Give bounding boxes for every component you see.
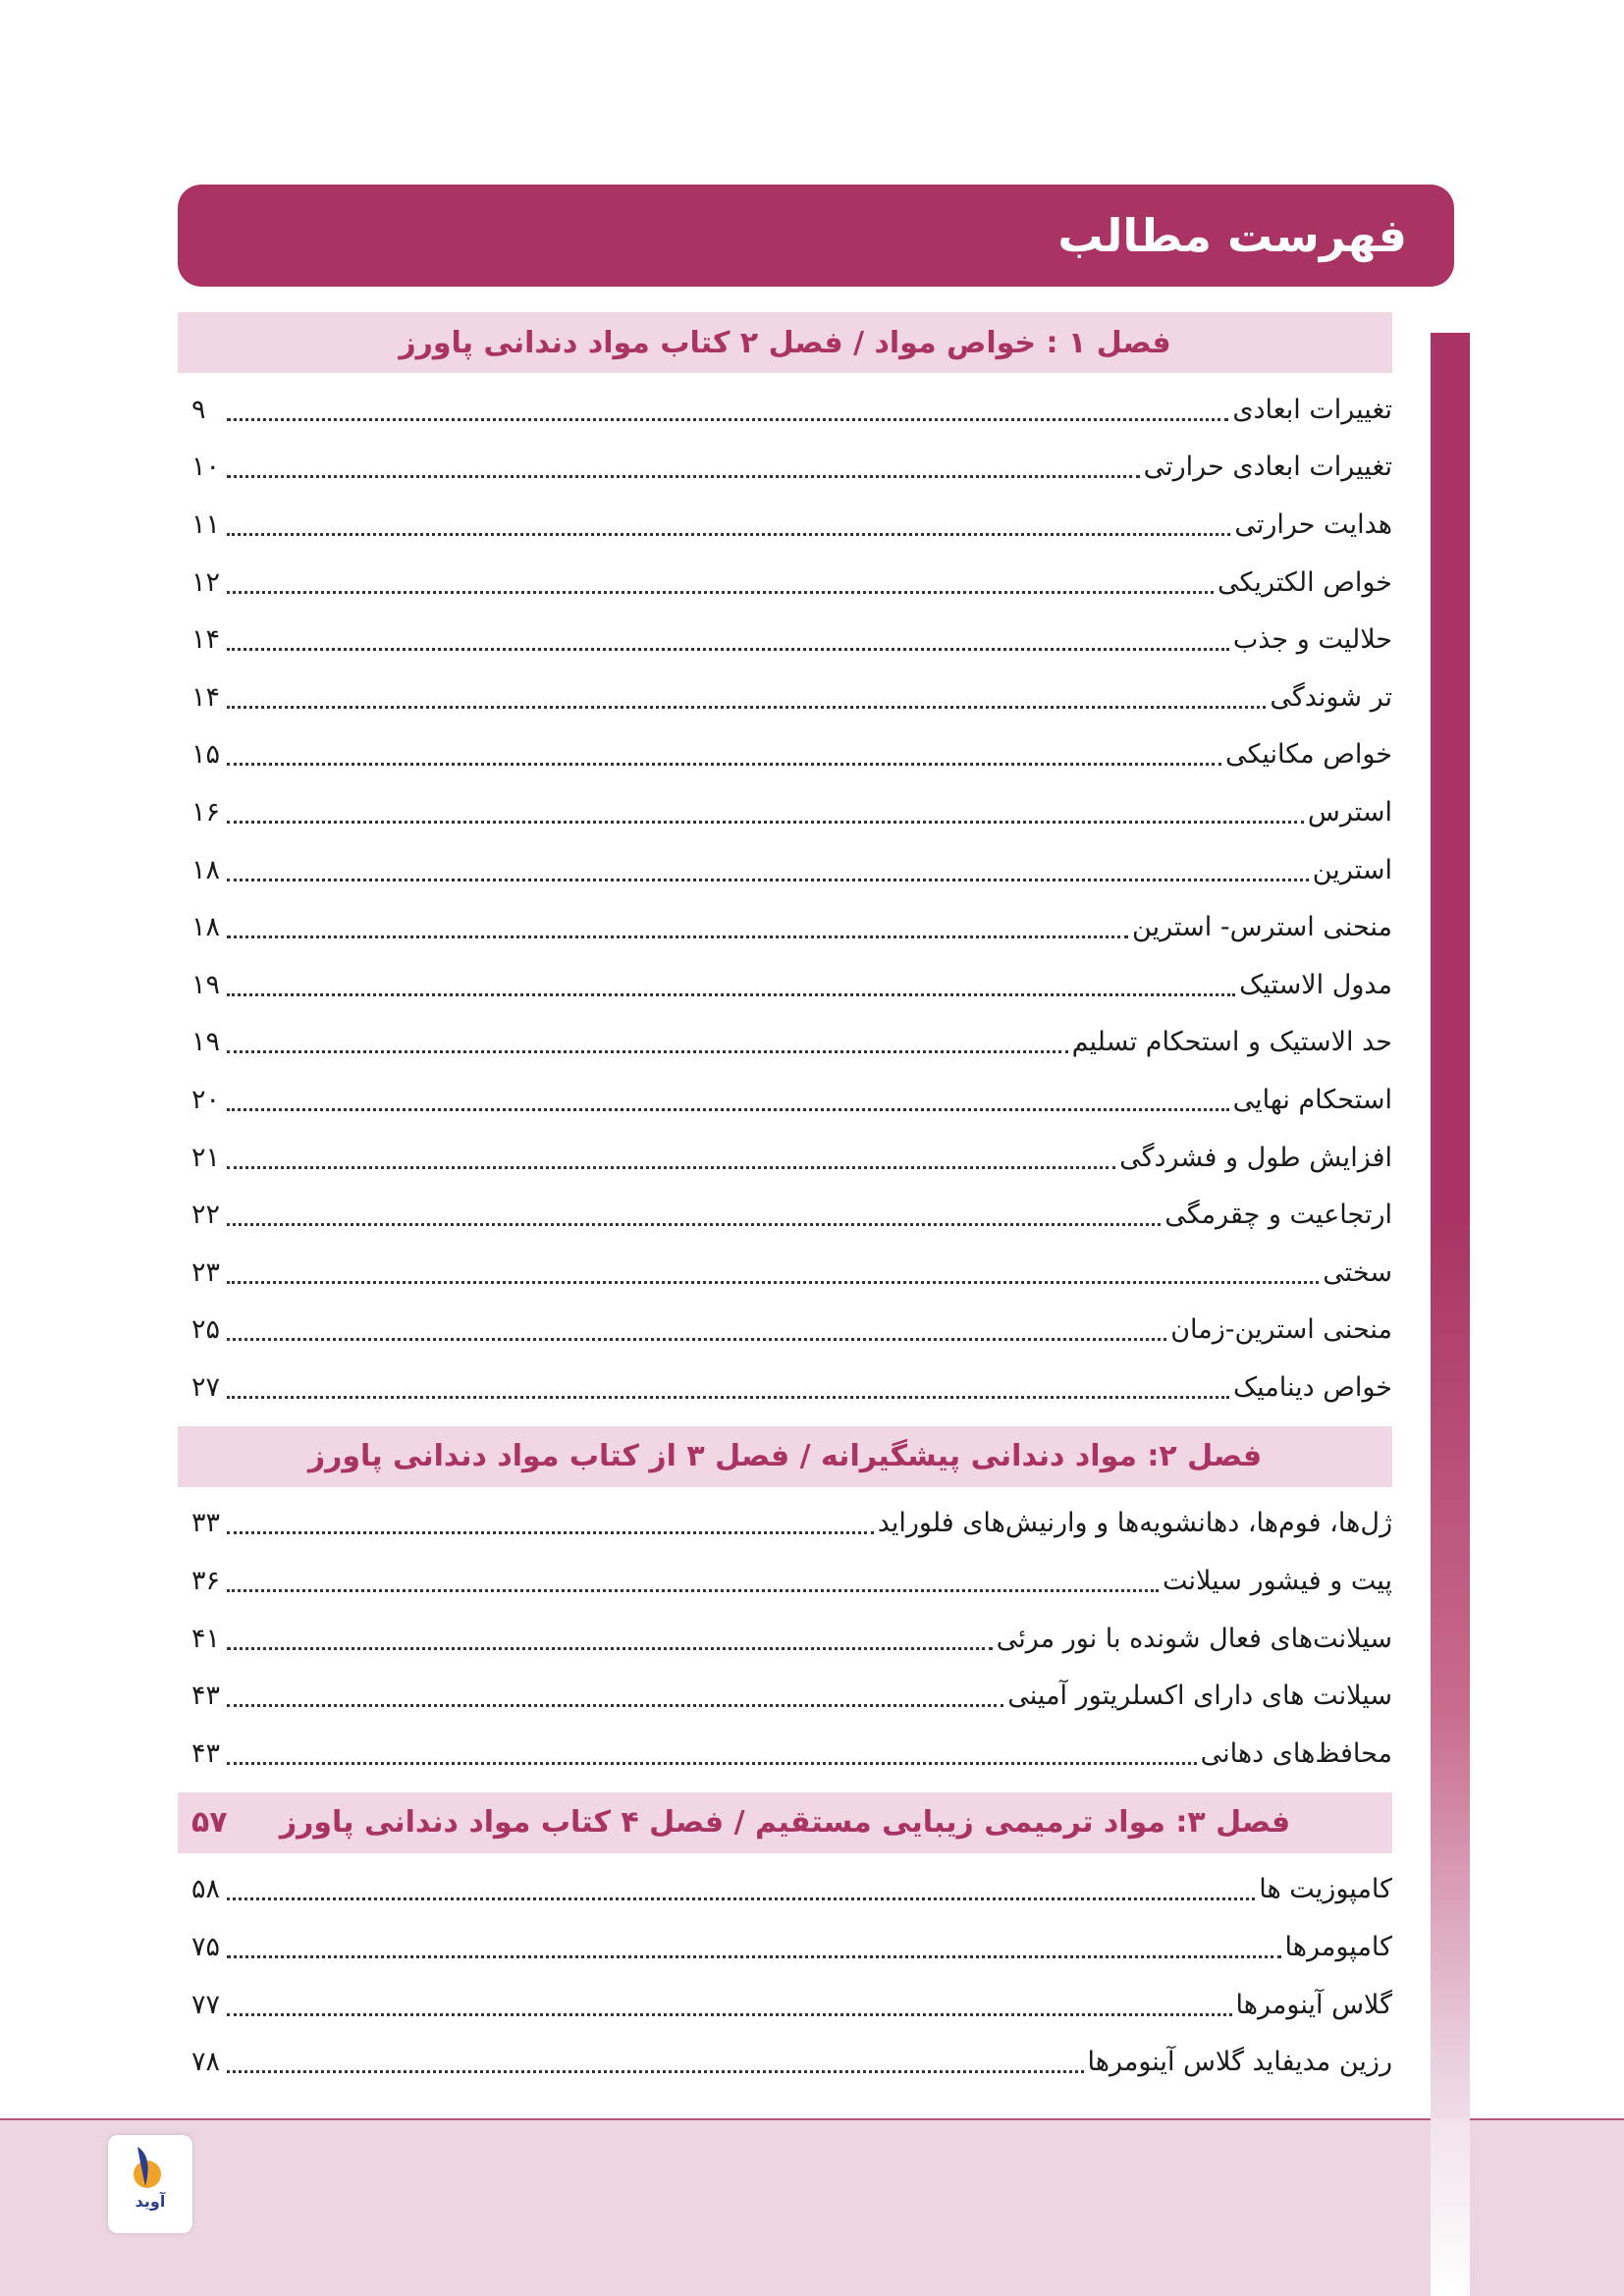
toc-entry-page: ۱۱ — [191, 508, 221, 540]
toc-entry[interactable] — [178, 1610, 1392, 1668]
dot-leader — [227, 1531, 874, 1534]
table-of-contents — [178, 312, 1392, 2091]
toc-entry-page: ۱۸ — [191, 854, 221, 885]
dot-leader — [227, 1762, 1197, 1765]
page-title: فهرست مطالب — [1057, 209, 1407, 262]
toc-entry-title: کامپوزیت ها — [1259, 1874, 1392, 1905]
toc-entry[interactable] — [178, 726, 1392, 784]
toc-entry-title: هدایت حرارتی — [1234, 508, 1392, 540]
toc-entry-page: ۱۴ — [191, 624, 221, 656]
section-title: فصل ۱ : خواص مواد / فصل ۲ کتاب مواد دندانی پاورز — [399, 325, 1171, 360]
toc-entry[interactable] — [178, 1186, 1392, 1244]
toc-entry-page: ۲۵ — [191, 1314, 221, 1346]
toc-entry[interactable] — [178, 1014, 1392, 1072]
toc-entry-title: استرین — [1312, 854, 1392, 885]
toc-entry[interactable] — [178, 1861, 1392, 1919]
toc-entry-title: تر شوندگی — [1270, 681, 1392, 713]
footer-band — [0, 2118, 1624, 2296]
toc-entry-title: تغییرات ابعادی حرارتی — [1143, 452, 1392, 483]
toc-entry[interactable] — [178, 1976, 1392, 2034]
toc-entry-page: ۳۶ — [191, 1566, 221, 1597]
toc-entry-page: ۵۸ — [191, 1874, 221, 1905]
toc-entry-page: ۱۹ — [191, 1027, 221, 1058]
toc-entry[interactable] — [178, 381, 1392, 439]
toc-entry[interactable] — [178, 611, 1392, 668]
toc-entry-page: ۷۸ — [191, 2047, 221, 2078]
dot-leader — [227, 2070, 1084, 2073]
section-heading — [178, 1426, 1392, 1487]
toc-entry-title: منحنی استرس- استرین — [1132, 912, 1392, 943]
toc-entry-page: ۷۵ — [191, 1932, 221, 1963]
toc-entry-page: ۲۷ — [191, 1371, 221, 1403]
toc-entry[interactable] — [178, 1667, 1392, 1725]
dot-leader — [227, 418, 1228, 421]
dot-leader — [227, 1108, 1229, 1111]
section-page-number: ۵۷ — [191, 1804, 228, 1840]
toc-entry[interactable] — [178, 841, 1392, 899]
dot-leader — [227, 1166, 1115, 1169]
toc-entry[interactable] — [178, 2033, 1392, 2091]
dot-leader — [227, 935, 1128, 938]
toc-entry[interactable] — [178, 554, 1392, 612]
toc-entry-title: پیت و فیشور سیلانت — [1163, 1566, 1392, 1597]
dot-leader — [227, 1647, 993, 1650]
dot-leader — [227, 1338, 1166, 1341]
toc-entry-page: ۳۳ — [191, 1508, 221, 1539]
dot-leader — [227, 1955, 1281, 1958]
toc-entry-page: ۱۹ — [191, 969, 221, 1000]
dot-leader — [227, 993, 1235, 996]
toc-entry[interactable] — [178, 1359, 1392, 1416]
dot-leader — [227, 475, 1140, 478]
toc-entry[interactable] — [178, 1244, 1392, 1302]
toc-entry-page: ۲۲ — [191, 1200, 221, 1231]
toc-entry-page: ۷۷ — [191, 1989, 221, 2020]
toc-entry-title: سختی — [1323, 1256, 1392, 1288]
toc-entry-title: افزایش طول و فشردگی — [1119, 1142, 1392, 1173]
toc-entry-page: ۱۵ — [191, 739, 221, 771]
toc-entry-page: ۱۲ — [191, 566, 221, 598]
toc-entry-title: رزین مدیفاید گلاس آینومرها — [1087, 2047, 1392, 2078]
toc-entry-page: ۲۱ — [191, 1142, 221, 1173]
toc-entry-title: تغییرات ابعادی — [1232, 394, 1392, 425]
toc-entry-title: گلاس آینومرها — [1235, 1989, 1392, 2020]
dot-leader — [227, 706, 1266, 709]
dot-leader — [227, 821, 1304, 824]
logo-text: آوید — [135, 2192, 166, 2211]
toc-entry[interactable] — [178, 783, 1392, 841]
toc-entry[interactable] — [178, 1552, 1392, 1610]
toc-entry-page: ۱۰ — [191, 452, 221, 483]
toc-entry-title: منحنی استرین-زمان — [1170, 1314, 1392, 1346]
toc-entry[interactable] — [178, 1495, 1392, 1553]
toc-entry[interactable] — [178, 496, 1392, 554]
side-decoration-stripe — [1431, 333, 1470, 2296]
toc-entry[interactable] — [178, 668, 1392, 726]
toc-entry[interactable] — [178, 1129, 1392, 1187]
toc-entry[interactable] — [178, 898, 1392, 956]
dot-leader — [227, 533, 1230, 536]
toc-entry-title: استحکام نهایی — [1232, 1084, 1392, 1115]
toc-entry[interactable] — [178, 439, 1392, 497]
toc-entry-title: خواص دینامیک — [1232, 1371, 1392, 1403]
dot-leader — [227, 1897, 1255, 1900]
toc-entry[interactable] — [178, 1302, 1392, 1360]
dot-leader — [227, 1281, 1319, 1284]
section-heading — [178, 1792, 1392, 1853]
side-stripe-fade — [1431, 2118, 1470, 2296]
toc-entry-page: ۱۴ — [191, 681, 221, 713]
toc-entry-title: خواص مکانیکی — [1224, 739, 1392, 771]
toc-entry-title: خواص الکتریکی — [1218, 566, 1392, 598]
toc-header-bar — [178, 185, 1454, 287]
toc-entry-title: محافظ‌های دهانی — [1200, 1737, 1392, 1769]
toc-entry-title: حد الاستیک و استحکام تسلیم — [1071, 1027, 1392, 1058]
toc-entry[interactable] — [178, 956, 1392, 1014]
toc-entry-title: مدول الاستیک — [1239, 969, 1392, 1000]
dot-leader — [227, 648, 1229, 651]
dot-leader — [227, 591, 1214, 594]
toc-entry-page: ۴۳ — [191, 1737, 221, 1769]
toc-entry-title: استرس — [1307, 796, 1392, 828]
toc-entry-page: ۴۳ — [191, 1681, 221, 1712]
toc-entry-page: ۹ — [191, 394, 206, 425]
dot-leader — [227, 1396, 1229, 1399]
dot-leader — [227, 1704, 1003, 1707]
toc-entry-title: ارتجاعیت و چقرمگی — [1164, 1200, 1392, 1231]
section-title: فصل ۳: مواد ترمیمی زیبایی مستقیم / فصل ۴ کتاب مواد دندانی پاورز — [279, 1805, 1291, 1841]
toc-entry-page: ۱۸ — [191, 912, 221, 943]
toc-entry-page: ۲۰ — [191, 1084, 221, 1115]
toc-entry-page: ۲۳ — [191, 1256, 221, 1288]
section-heading — [178, 312, 1392, 373]
dot-leader — [227, 879, 1309, 881]
dot-leader — [227, 1050, 1068, 1053]
section-title: فصل ۲: مواد دندانی پیشگیرانه / فصل ۳ از کتاب مواد دندانی پاورز — [307, 1439, 1263, 1474]
toc-entry[interactable] — [178, 1725, 1392, 1783]
toc-entry-title: حلالیت و جذب — [1232, 624, 1392, 656]
publisher-logo — [108, 2135, 192, 2233]
quill-logo-icon — [108, 2135, 192, 2194]
toc-entry-title: سیلانت های دارای اکسلریتور آمینی — [1007, 1681, 1392, 1712]
dot-leader — [227, 763, 1221, 766]
toc-entry-title: کامپومرها — [1284, 1932, 1392, 1963]
toc-entry-page: ۴۱ — [191, 1623, 221, 1654]
toc-entry-title: ژل‌ها، فوم‌ها، دهانشویه‌ها و وارنیش‌های فلوراید — [877, 1508, 1392, 1539]
toc-entry[interactable] — [178, 1071, 1392, 1129]
toc-entry[interactable] — [178, 1918, 1392, 1976]
dot-leader — [227, 2013, 1232, 2016]
dot-leader — [227, 1589, 1159, 1592]
dot-leader — [227, 1223, 1161, 1226]
toc-entry-page: ۱۶ — [191, 796, 221, 828]
toc-entry-title: سیلانت‌های فعال شونده با نور مرئی — [996, 1623, 1392, 1654]
